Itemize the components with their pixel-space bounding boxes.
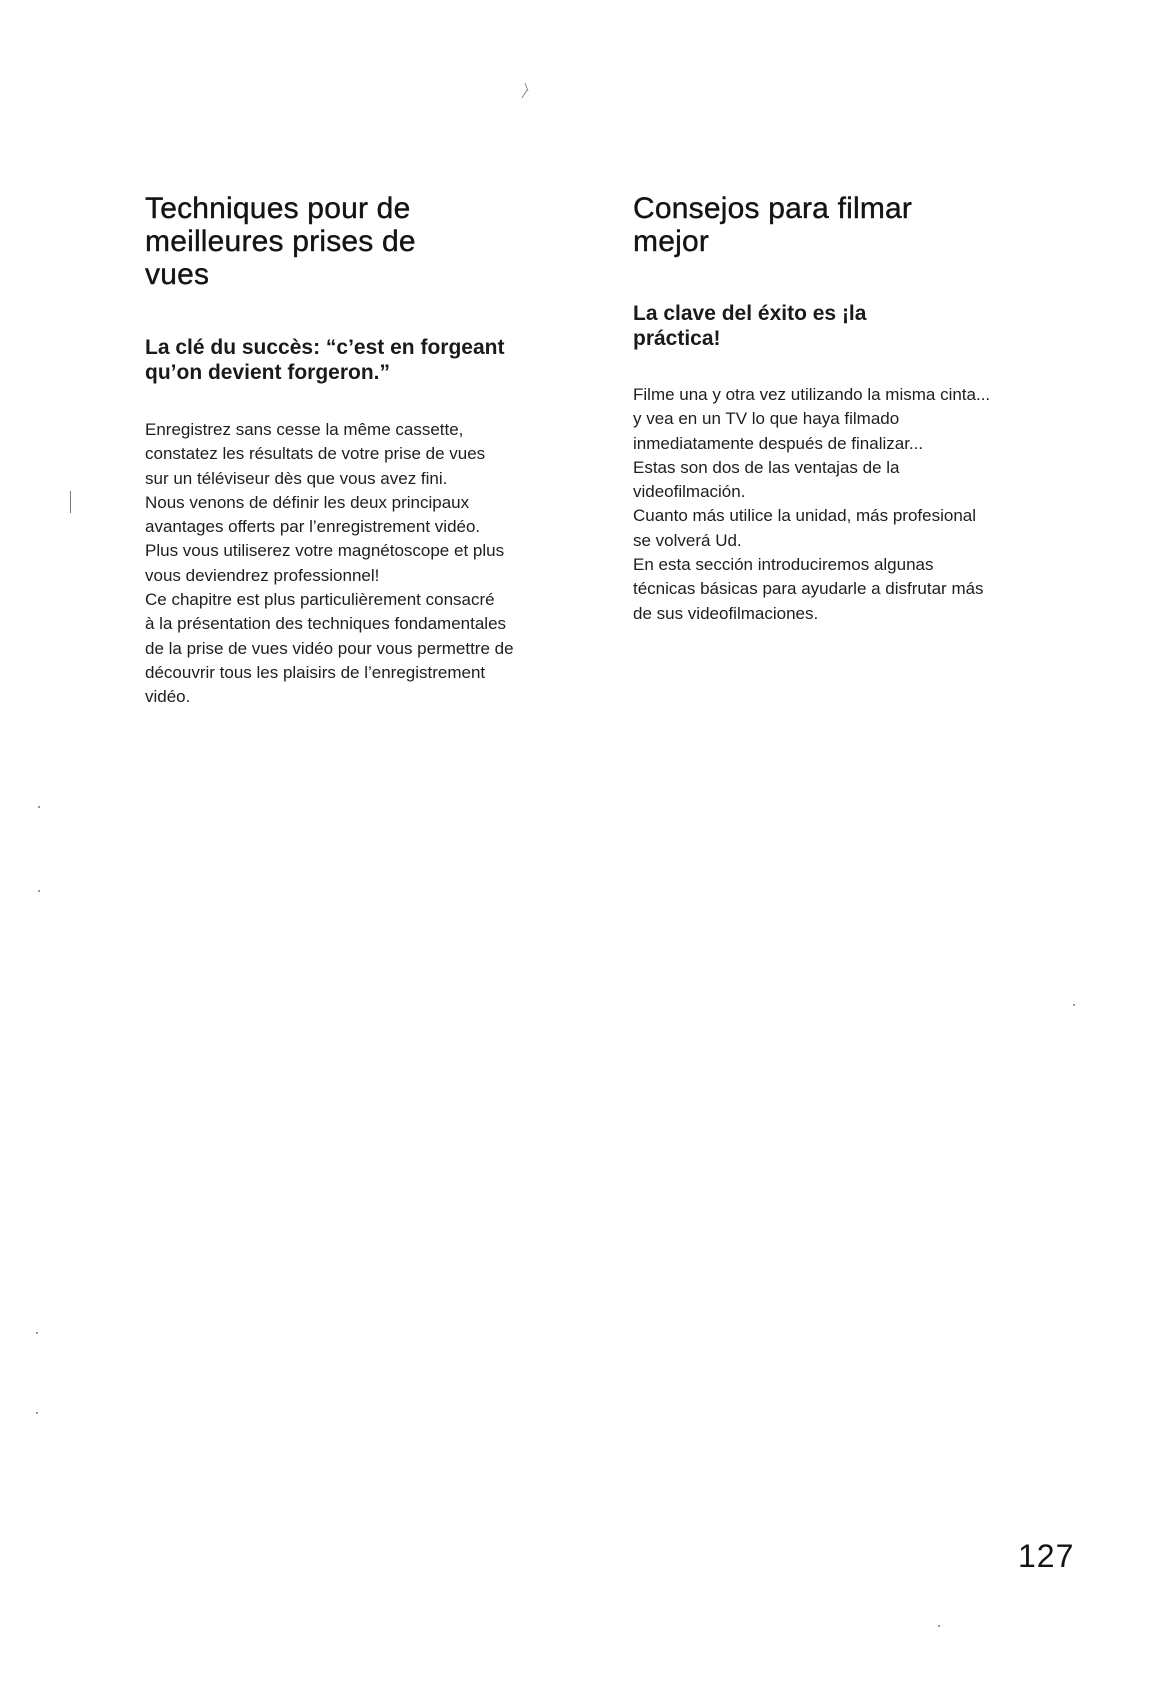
scan-dot [938,1625,940,1627]
spanish-body-line: Estas son dos de las ventajas de la [633,457,900,477]
french-body-line: à la présentation des techniques fondamentales [145,614,507,634]
french-body-line: de la prise de vues vidéo pour vous permettre de [145,638,514,658]
french-body-line: constatez les résultats de votre prise de vues [145,444,486,464]
french-body-line: vous deviendrez professionnel! [145,565,380,585]
spanish-title: Consejos para filmar mejor [633,192,913,258]
french-subtitle: La clé du succès: “c’est en forgeant qu’on devient forgeron.” [145,336,505,384]
scan-dot [38,806,40,808]
margin-mark [70,491,71,513]
french-title: Techniques pour de meilleures prises de vues [145,192,416,291]
french-body-line: Nous venons de définir les deux principaux [145,492,470,512]
scan-dot [36,1412,38,1414]
scan-mark [518,82,532,100]
page-number: 127 [1018,1538,1075,1574]
french-body-line: découvrir tous les plaisirs de l’enregistrement [145,662,486,682]
spanish-body-line: se volverá Ud. [633,530,742,550]
spanish-body-line: Cuanto más utilice la unidad, más profesional [633,506,977,526]
spanish-body-line: técnicas básicas para ayudarle a disfrutar más [633,579,984,599]
french-body-line: vidéo. [145,687,191,707]
french-body [145,418,590,710]
spanish-body-line: videofilmación. [633,482,746,502]
french-body-line: Enregistrez sans cesse la même cassette, [145,420,464,439]
french-column [145,192,605,710]
spanish-subtitle: La clave del éxito es ¡la práctica! [633,302,867,350]
spanish-body-line: En esta sección introduciremos algunas [633,555,934,575]
spanish-body-line: Filme una y otra vez utilizando la misma cinta... [633,385,991,404]
spanish-body-line: inmediatamente después de finalizar... [633,433,924,453]
french-body-line: sur un téléviseur dès que vous avez fini. [145,468,448,488]
spanish-body-line: y vea en un TV lo que haya filmado [633,409,900,429]
french-body-line: Plus vous utiliserez votre magnétoscope et plus [145,541,505,561]
french-body-line: Ce chapitre est plus particulièrement consacré [145,590,495,610]
scan-dot [38,890,40,892]
spanish-column [633,192,1073,626]
spanish-body [633,383,1078,626]
scan-dot [1073,1004,1075,1006]
french-body-line: avantages offerts par l’enregistrement vidéo. [145,517,481,537]
spanish-body-line: de sus videofilmaciones. [633,603,819,623]
scan-dot [36,1332,38,1334]
